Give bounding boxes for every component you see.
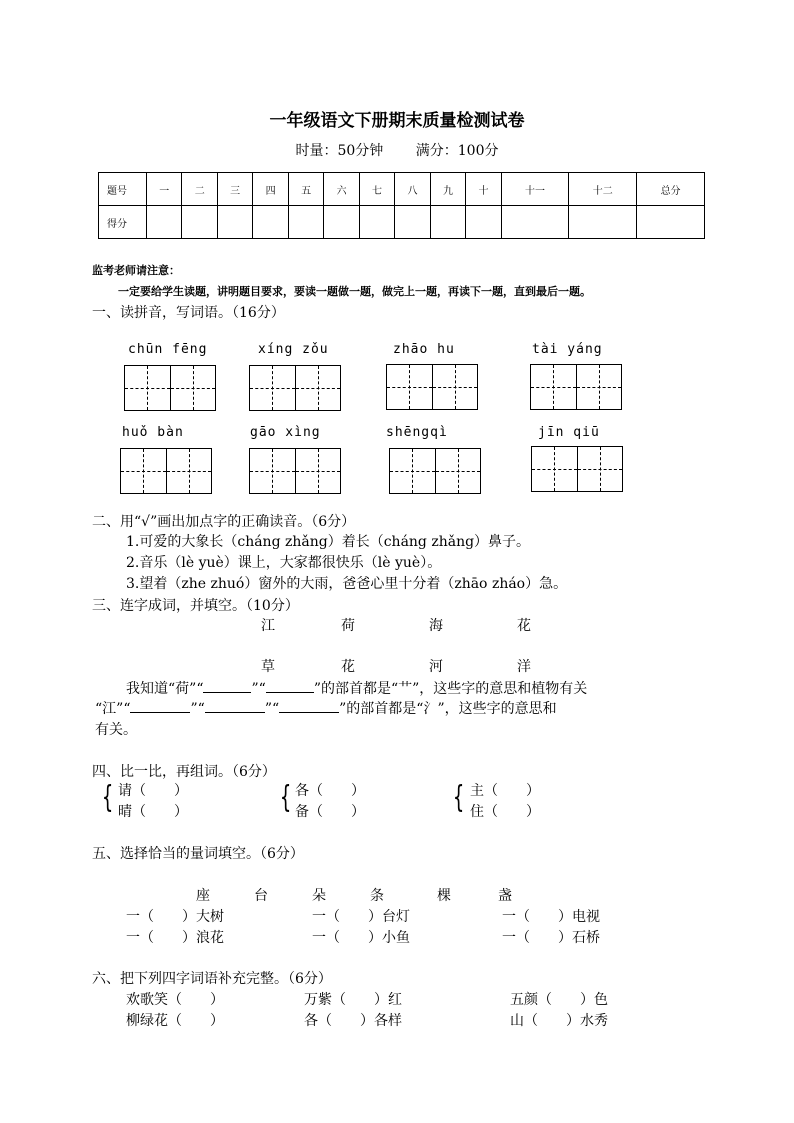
idiom-item[interactable]: 五颜（ ）色 [510, 992, 608, 1008]
exam-info [0, 140, 794, 160]
word-item[interactable]: 各（ ） [295, 783, 365, 799]
score-input-cell[interactable] [253, 206, 288, 239]
score-input-cell[interactable] [359, 206, 394, 239]
section-6-heading: 六、把下列四字词语补充完整。（6分） [92, 971, 332, 987]
score-input-cell[interactable] [324, 206, 359, 239]
section-5-heading: 五、选择恰当的量词填空。（6分） [92, 846, 304, 862]
sentence-text: “江”“ [95, 701, 131, 717]
writing-grid[interactable] [530, 364, 622, 410]
sentence-text: ”的部首都是“艹”，这些字的意思和植物有关 [313, 681, 588, 697]
pinyin-label: tài yáng [532, 342, 603, 357]
brace-icon: { [279, 780, 292, 815]
char-item[interactable]: 草 [261, 659, 275, 675]
score-input-cell[interactable] [395, 206, 430, 239]
score-table [98, 172, 705, 239]
score-table-cell: 十 [466, 173, 501, 206]
measure-word: 条 [370, 888, 384, 904]
pinyin-label: huǒ bàn [122, 425, 184, 440]
quantifier-item[interactable]: 一（ ）石桥 [502, 930, 600, 946]
word-item[interactable]: 主（ ） [470, 783, 540, 799]
question-line: 3.望着（zhe zhuó）窗外的大雨，爸爸心里十分着（zhāo zháo）急。 [126, 576, 568, 592]
writing-grid[interactable] [120, 448, 212, 494]
score-table-cell: 四 [253, 173, 288, 206]
pinyin-label: xíng zǒu [258, 342, 329, 357]
writing-grid[interactable] [389, 448, 481, 494]
char-item[interactable]: 海 [429, 618, 443, 634]
score-table-cell: 十一 [501, 173, 569, 206]
brace-icon: { [452, 780, 465, 815]
question-line: 1.可爱的大象长（cháng zhǎng）着长（cháng zhǎng）鼻子。 [126, 534, 531, 550]
writing-grid[interactable] [249, 448, 341, 494]
word-item[interactable]: 住（ ） [470, 804, 540, 820]
page-title: 一年级语文下册期末质量检测试卷 [269, 111, 525, 131]
full-score: 满分：100分 [415, 143, 499, 159]
section-1-heading: 一、读拼音，写词语。（16分） [92, 305, 285, 321]
idiom-item[interactable]: 山（ ）水秀 [510, 1013, 608, 1029]
score-input-cell[interactable] [637, 206, 705, 239]
score-table-cell: 八 [395, 173, 430, 206]
sentence-text: 我知道“荷”“ [126, 681, 204, 697]
quantifier-item[interactable]: 一（ ）台灯 [312, 909, 410, 925]
time-limit: 时量：50分钟 [295, 143, 384, 159]
quantifier-item[interactable]: 一（ ）小鱼 [312, 930, 410, 946]
fill-blank[interactable] [279, 699, 339, 713]
score-input-cell[interactable] [569, 206, 637, 239]
score-table-score-row [99, 206, 705, 239]
word-item[interactable]: 晴（ ） [118, 804, 188, 820]
score-table-cell: 五 [288, 173, 323, 206]
measure-word: 盏 [498, 888, 512, 904]
idiom-item[interactable]: 欢歌笑（ ） [126, 992, 224, 1008]
char-item[interactable]: 江 [261, 618, 275, 634]
score-input-cell[interactable] [147, 206, 182, 239]
idiom-item[interactable]: 各（ ）各样 [304, 1013, 402, 1029]
quantifier-item[interactable]: 一（ ）电视 [502, 909, 600, 925]
pinyin-label: chūn fēng [128, 342, 208, 357]
sentence-text: ”的部首都是“氵”，这些字的意思和 [339, 701, 557, 717]
measure-word: 座 [196, 888, 210, 904]
char-item[interactable]: 花 [341, 659, 355, 675]
score-table-cell: 一 [147, 173, 182, 206]
fill-sentence-2 [95, 698, 557, 718]
pinyin-label: shēngqì [386, 425, 448, 440]
fill-sentence-3: 有关。 [95, 722, 137, 738]
sentence-text: ”“ [190, 701, 205, 717]
score-input-cell[interactable] [501, 206, 569, 239]
fill-blank[interactable] [203, 679, 251, 693]
score-table-cell: 总分 [637, 173, 705, 206]
fill-blank[interactable] [130, 699, 190, 713]
writing-grid[interactable] [124, 365, 216, 411]
notice-body: 一定要给学生读题，讲明题目要求，要读一题做一题，做完上一题，再读下一题，直到最后一题。 [118, 285, 591, 298]
fill-sentence-1 [126, 678, 587, 698]
score-table-cell: 十二 [569, 173, 637, 206]
brace-icon: { [101, 780, 114, 815]
measure-word: 棵 [437, 888, 451, 904]
quantifier-item[interactable]: 一（ ）大树 [126, 909, 224, 925]
quantifier-item[interactable]: 一（ ）浪花 [126, 930, 224, 946]
word-item[interactable]: 请（ ） [118, 783, 188, 799]
score-table-cell: 二 [182, 173, 217, 206]
pinyin-label: zhāo hu [393, 342, 455, 357]
sentence-text: ”“ [251, 681, 266, 697]
notice-heading: 监考老师请注意： [92, 264, 180, 277]
idiom-item[interactable]: 万紫（ ）红 [304, 992, 402, 1008]
score-table-cell: 七 [359, 173, 394, 206]
measure-word: 朵 [312, 888, 326, 904]
score-input-cell[interactable] [430, 206, 465, 239]
writing-grid[interactable] [386, 364, 478, 410]
section-4-heading: 四、比一比，再组词。（6分） [92, 764, 276, 780]
fill-blank[interactable] [205, 699, 265, 713]
char-item[interactable]: 花 [517, 618, 531, 634]
char-item[interactable]: 荷 [341, 618, 355, 634]
sentence-text: ”“ [264, 701, 280, 717]
idiom-item[interactable]: 柳绿花（ ） [126, 1013, 224, 1029]
pinyin-label: gāo xìng [250, 425, 321, 440]
writing-grid[interactable] [531, 446, 623, 492]
score-table-cell: 九 [430, 173, 465, 206]
score-input-cell[interactable] [288, 206, 323, 239]
char-item[interactable]: 河 [429, 659, 443, 675]
pinyin-label: jīn qiū [538, 425, 600, 440]
score-input-cell[interactable] [466, 206, 501, 239]
score-input-cell[interactable] [217, 206, 252, 239]
section-2-heading: 二、用“√”画出加点字的正确读音。（6分） [92, 514, 356, 530]
section-3-heading: 三、连字成词，并填空。（10分） [92, 598, 299, 614]
score-table-cell: 六 [324, 173, 359, 206]
measure-word: 台 [254, 888, 268, 904]
score-table-cell: 三 [217, 173, 252, 206]
score-table-cell: 题号 [99, 173, 147, 206]
char-item[interactable]: 洋 [517, 659, 531, 675]
score-table-cell: 得分 [99, 206, 147, 239]
word-item[interactable]: 备（ ） [295, 804, 365, 820]
fill-blank[interactable] [266, 679, 314, 693]
writing-grid[interactable] [249, 365, 341, 411]
score-input-cell[interactable] [182, 206, 217, 239]
score-table-header-row [99, 173, 705, 206]
question-line: 2.音乐（lè yuè）课上，大家都很快乐（lè yuè）。 [126, 555, 442, 571]
